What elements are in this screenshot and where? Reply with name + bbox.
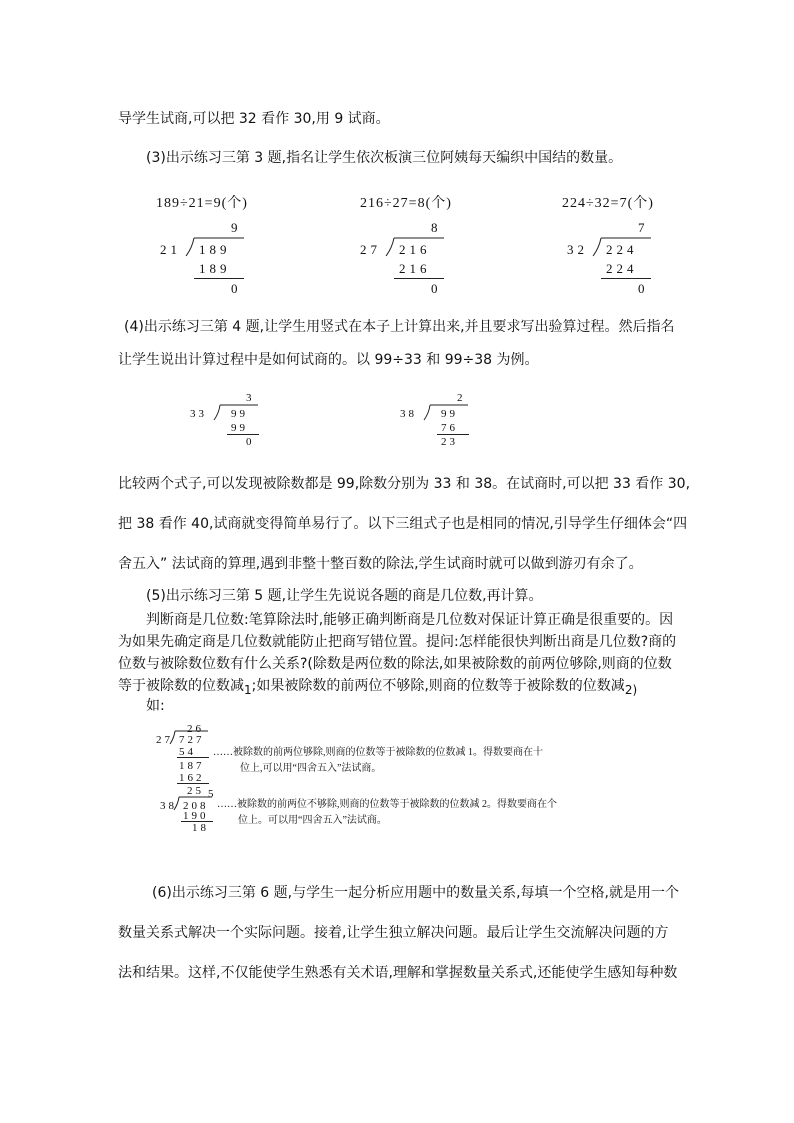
text-subscript: 1 xyxy=(244,683,252,697)
paragraph-text: 判断商是几位数:笔算除法时,能够正确判断商是几位数对保证计算正确是很重要的。因 xyxy=(146,612,674,628)
paragraph-text xyxy=(118,676,637,696)
paragraph-text: 导学生试商,可以把 32 看作 30,用 9 试商。 xyxy=(118,111,390,127)
paragraph-text: 把 38 看作 40,试商就变得简单易行了。以下三组式子也是相同的情况,引导学生仔细体会“四 xyxy=(118,516,688,532)
divisor: 38 xyxy=(160,800,177,812)
product: 99 xyxy=(231,422,248,434)
paragraph-text: (3)出示练习三第 3 题,指名让学生依次板演三位阿姨每天编织中国结的数量。 xyxy=(146,150,623,166)
quotient: 5 xyxy=(208,788,217,800)
annotation-note: ……被除数的前两位够除,则商的位数等于被除数的位数减 1。得数要商在十 xyxy=(213,747,543,758)
paragraph-text: 比较两个式子,可以发现被除数都是 99,除数分别为 33 和 38。在试商时,可以把 33 看作 30, xyxy=(118,476,691,492)
remainder: 0 xyxy=(431,281,442,296)
product: 190 xyxy=(183,810,209,822)
paragraph-text: 数量关系式解决一个实际问题。接着,让学生独立解决问题。最后让学生交流解决问题的方 xyxy=(118,925,669,941)
quotient: 2 xyxy=(457,392,466,404)
remainder: 25 xyxy=(187,785,204,797)
dividend: 99 xyxy=(231,408,248,420)
product-1: 54 xyxy=(179,746,196,758)
paragraph-text: 如: xyxy=(146,698,165,714)
subtraction-line xyxy=(394,278,444,279)
product: 216 xyxy=(399,261,431,276)
annotation-note: 位上,可以用“四舍五入”法试商。 xyxy=(240,763,382,774)
subtraction-line xyxy=(177,757,209,758)
quotient: 3 xyxy=(246,392,255,404)
paragraph-text: (4)出示练习三第 4 题,让学生用竖式在本子上计算出来,并且要求写出验算过程。然后指名 xyxy=(124,319,675,335)
subtraction-line xyxy=(227,434,259,435)
paragraph-text: 法和结果。这样,不仅能使学生熟悉有关术语,理解和掌握数量关系式,还能使学生感知每种数 xyxy=(118,965,678,981)
paragraph-text: 位数与被除数位数有什么关系?(除数是两位数的除法,如果被除数的前两位够除,则商的位数 xyxy=(118,656,672,672)
subtraction-line xyxy=(194,278,244,279)
divisor: 27 xyxy=(156,734,173,746)
equation-1: 189÷21=9(个) xyxy=(156,196,248,211)
dividend: 189 xyxy=(199,242,231,257)
product: 189 xyxy=(199,261,231,276)
dividend: 99 xyxy=(441,408,458,420)
divisor: 38 xyxy=(400,408,417,420)
text-segment: ;如果被除数的前两位不够除,则商的位数等于被除数的位数减 xyxy=(251,678,625,694)
paragraph-text: (6)出示练习三第 6 题,与学生一起分析应用题中的数量关系,每填一个空格,就是用一个 xyxy=(152,885,679,901)
partial-dividend: 187 xyxy=(179,760,205,772)
quotient: 26 xyxy=(187,723,204,735)
remainder: 0 xyxy=(231,281,242,296)
remainder: 0 xyxy=(638,281,649,296)
paragraph-text: (5)出示练习三第 5 题,让学生先说说各题的商是几位数,再计算。 xyxy=(146,588,543,604)
divisor: 32 xyxy=(567,242,588,257)
quotient: 9 xyxy=(231,220,242,235)
product: 224 xyxy=(606,261,638,276)
remainder: 0 xyxy=(246,436,255,448)
equation-2: 216÷27=8(个) xyxy=(360,196,452,211)
annotation-note: 位上。可以用“四舍五入”法试商。 xyxy=(238,815,387,826)
subtraction-line xyxy=(601,278,651,279)
subtraction-line xyxy=(177,783,209,784)
dividend: 216 xyxy=(399,242,431,257)
text-segment: 等于被除数的位数减 xyxy=(118,678,244,694)
product-2: 162 xyxy=(179,772,205,784)
divisor: 27 xyxy=(360,242,381,257)
product: 76 xyxy=(441,422,458,434)
quotient: 8 xyxy=(431,220,442,235)
text-subscript: 2) xyxy=(624,683,638,697)
divisor: 33 xyxy=(190,408,207,420)
divisor: 21 xyxy=(160,242,181,257)
paragraph-text: 让学生说出计算过程中是如何试商的。以 99÷33 和 99÷38 为例。 xyxy=(118,352,539,368)
equation-3: 224÷32=7(个) xyxy=(562,196,654,211)
remainder: 23 xyxy=(441,436,458,448)
quotient: 7 xyxy=(638,220,649,235)
dividend: 727 xyxy=(179,734,205,746)
paragraph-text: 为如果先确定商是几位数就能防止把商写错位置。提问:怎样能很快判断出商是几位数?商的 xyxy=(118,634,677,650)
dividend: 208 xyxy=(183,800,209,812)
annotation-note: ……被除数的前两位不够除,则商的位数等于被除数的位数减 2。得数要商在个 xyxy=(217,799,557,810)
subtraction-line xyxy=(437,434,469,435)
remainder: 18 xyxy=(192,822,209,834)
dividend: 224 xyxy=(606,242,638,257)
paragraph-text: 舍五入” 法试商的算理,遇到非整十整百数的除法,学生试商时就可以做到游刃有余了。 xyxy=(118,556,643,572)
